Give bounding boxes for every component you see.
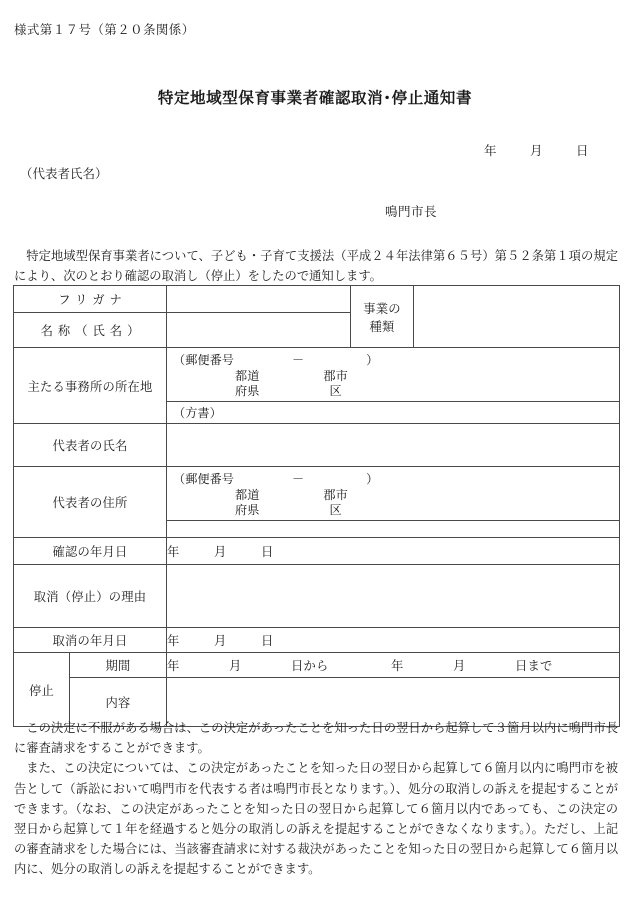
date-month-label: 月 — [530, 144, 543, 158]
office-zip-line — [173, 352, 619, 368]
rep-address-extra-cell[interactable] — [167, 521, 620, 538]
cancel-reason-label: 取消（停止）の理由 — [14, 565, 167, 628]
cancel-reason-value-cell[interactable] — [167, 565, 620, 628]
period-start-year-label: 年 — [167, 659, 180, 673]
period-end-year-label: 年 — [391, 659, 404, 673]
rep-prefecture-label — [235, 488, 259, 518]
table-row-rep-name — [14, 424, 620, 467]
office-hosho-label: （方書） — [173, 406, 222, 420]
office-zip-close: ） — [366, 353, 379, 367]
cancel-day-label: 日 — [261, 634, 274, 648]
notification-table — [13, 285, 620, 727]
suspension-period-label: 期間 — [70, 653, 167, 678]
table-row-furigana — [14, 286, 620, 313]
footer-paragraph-1: この決定に不服がある場合は、この決定があったことを知った日の翌日から起算して３箇月以内に鳴門市長に審査請求をすることができます。 — [14, 721, 618, 756]
rep-city-line1: 郡市 — [323, 488, 348, 502]
issue-date-line — [484, 141, 589, 159]
period-end-month-label: 月 — [453, 659, 466, 673]
rep-prefecture-line2: 府県 — [235, 503, 260, 517]
office-prefecture-line2: 府県 — [235, 384, 260, 398]
table-row-confirm-date — [14, 538, 620, 565]
rep-address-label: 代表者の住所 — [14, 467, 167, 538]
office-prefecture-line1: 都道 — [235, 369, 260, 383]
furigana-value-cell[interactable] — [167, 286, 351, 313]
office-region-pairs — [173, 369, 619, 399]
footer-notes — [14, 718, 618, 880]
confirm-day-label: 日 — [261, 545, 274, 559]
rep-name-label: 代表者の氏名 — [14, 424, 167, 467]
office-city-line2: 区 — [329, 384, 342, 398]
business-type-label-line1: 事業の — [363, 301, 401, 316]
rep-zip-line — [173, 471, 619, 487]
office-city-line1: 郡市 — [323, 369, 348, 383]
rep-zip-label: （郵便番号 — [173, 472, 234, 486]
date-day-label: 日 — [576, 144, 589, 158]
issuer-label: 鳴門市長 — [385, 205, 438, 219]
business-type-label-line2: 種類 — [369, 319, 395, 334]
office-address-value-cell[interactable] — [167, 348, 620, 402]
cancel-month-label: 月 — [214, 634, 227, 648]
suspension-period-value-cell[interactable] — [167, 653, 620, 678]
rep-city-line2: 区 — [329, 503, 342, 517]
office-prefecture-label — [235, 369, 259, 399]
furigana-label: フリガナ — [14, 286, 167, 313]
period-start-day-label: 日から — [291, 659, 329, 673]
office-zip-label: （郵便番号 — [173, 353, 234, 367]
confirm-year-label: 年 — [167, 545, 180, 559]
business-type-value-cell[interactable] — [414, 286, 620, 348]
intro-paragraph: 特定地域型保育事業者について、子ども・子育て支援法（平成２４年法律第６５号）第５２条第１項の規定により、次のとおり確認の取消し（停止）をしたので通知します。 — [14, 249, 618, 283]
form-number: 様式第１７号（第２０条関係） — [14, 23, 195, 37]
confirm-date-label: 確認の年月日 — [14, 538, 167, 565]
name-label: 名称（氏名） — [14, 313, 167, 348]
office-address-label: 主たる事務所の所在地 — [14, 348, 167, 424]
period-start-month-label: 月 — [229, 659, 242, 673]
footer-paragraph-2: また、この決定については、この決定があったことを知った日の翌日から起算して６箇月以内に鳴門市を被告として（訴訟において鳴門市を代表する者は鳴門市長となります。）、処分の取消しの訴えを提起することができます。（なお、この決定があったことを知った日の翌日から起算して６箇月以内であっても、この決定の翌日から起算して１年を経過すると処分の取消しの訴えを提起することができなくなります。）。ただし、上記の審査請求をした場合には、当該審査請求に対する裁決があったことを知った日の翌日から起算して６箇月以内に、処分の取消しの訴えを提起することができます。 — [14, 761, 618, 877]
date-year-label: 年 — [484, 144, 497, 158]
table-row-office-address — [14, 348, 620, 402]
suspension-content-label: 内容 — [70, 678, 167, 727]
business-type-label — [351, 286, 414, 348]
office-hosho-value-cell[interactable] — [167, 402, 620, 424]
rep-zip-close: ） — [366, 472, 379, 486]
confirm-month-label: 月 — [214, 545, 227, 559]
addressee-representative-label: （代表者氏名） — [20, 167, 108, 181]
rep-zip-dash: － — [291, 472, 305, 486]
cancel-year-label: 年 — [167, 634, 180, 648]
page-title: 特定地域型保育事業者確認取消･停止通知書 — [157, 90, 473, 107]
office-address-fields — [167, 348, 619, 401]
rep-region-pairs — [173, 488, 619, 518]
rep-name-value-cell[interactable] — [167, 424, 620, 467]
rep-city-label — [323, 488, 347, 518]
office-zip-dash: － — [291, 353, 305, 367]
rep-address-fields — [167, 467, 619, 520]
cancel-date-label: 取消の年月日 — [14, 628, 167, 653]
intro-text — [14, 246, 618, 286]
rep-address-value-cell[interactable] — [167, 467, 620, 521]
table-row-suspension-period — [14, 653, 620, 678]
table-row-cancel-date — [14, 628, 620, 653]
name-value-cell[interactable] — [167, 313, 351, 348]
confirm-date-value-cell[interactable] — [167, 538, 620, 565]
period-end-day-label: 日まで — [515, 659, 553, 673]
suspension-label: 停止 — [14, 653, 70, 727]
rep-prefecture-line1: 都道 — [235, 488, 260, 502]
table-row-cancel-reason — [14, 565, 620, 628]
table-row-rep-address — [14, 467, 620, 521]
cancel-date-value-cell[interactable] — [167, 628, 620, 653]
office-city-label — [323, 369, 347, 399]
